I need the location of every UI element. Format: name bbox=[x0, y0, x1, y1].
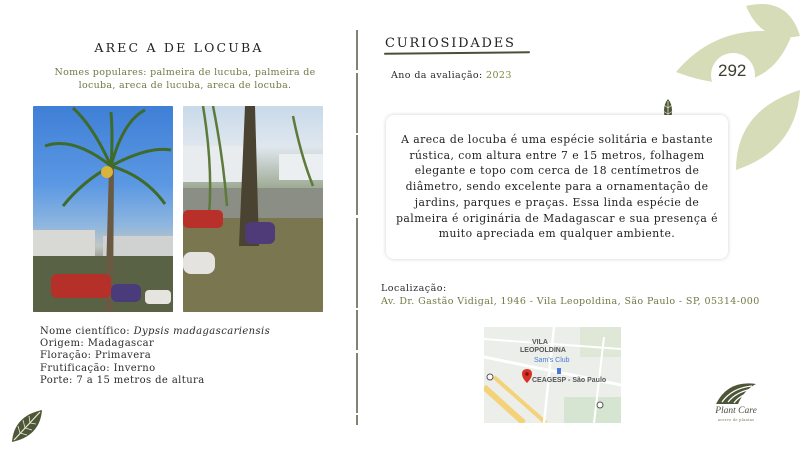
map-label-leopoldina: LEOPOLDINA bbox=[520, 347, 566, 354]
year-value: 2023 bbox=[486, 70, 512, 81]
flowering: Floração: Primavera bbox=[40, 350, 152, 362]
plant-photo-1 bbox=[33, 106, 173, 312]
popular-names: Nomes populares: palmeira de lucuba, palmeira de locuba, areca de lucuba, areca de locuba. bbox=[54, 67, 316, 91]
brand-tagline: acervo de plantas bbox=[717, 418, 755, 422]
location-map[interactable] bbox=[484, 327, 621, 423]
evaluation-year bbox=[391, 70, 512, 81]
scientific-name: Dypsis madagascariensis bbox=[133, 326, 271, 337]
curiosities-text: A areca de locuba é uma espécie solitária e bastante rústica, com altura entre 7 e 15 metros, folhagem elegante e topo com cerca de 18 centímetros de diâmetro, sendo excelente para a ornamentação de jardins, parques e praças. Essa linda espécie de palmeira é originária de Madagascar e sua presença é muito apreciada em qualquer ambiente. bbox=[396, 132, 718, 241]
curiosities-heading: CURIOSIDADES bbox=[385, 36, 516, 51]
origin: Origem: Madagascar bbox=[40, 338, 155, 350]
plant-size: Porte: 7 a 15 metros de altura bbox=[40, 374, 205, 386]
plant-number-badge: 292 bbox=[718, 61, 747, 80]
leaf-icon bbox=[8, 406, 48, 446]
plant-care-logo-icon bbox=[714, 380, 758, 406]
map-label-vila: VILA bbox=[532, 339, 548, 346]
plant-title: AREC A DE LOCUBA bbox=[94, 40, 264, 55]
fruiting: Frutificação: Inverno bbox=[40, 362, 156, 374]
plant-info bbox=[40, 326, 270, 387]
heading-underline bbox=[384, 51, 530, 55]
column-divider bbox=[356, 30, 358, 425]
scientific-label: Nome científico: bbox=[40, 326, 134, 337]
map-label-sams-club: Sam's Club bbox=[534, 357, 570, 364]
map-label-ceagesp: CEAGESP - São Paulo bbox=[532, 377, 607, 384]
plant-photo-2 bbox=[183, 106, 323, 312]
location-address[interactable]: Av. Dr. Gastão Vidigal, 1946 - Vila Leopoldina, São Paulo - SP, 05314-000 bbox=[381, 296, 760, 307]
brand-name: Plant Care bbox=[715, 406, 757, 416]
year-label: Ano da avaliação: bbox=[391, 70, 487, 81]
map-pin-icon bbox=[522, 369, 532, 383]
location-label: Localização: bbox=[381, 283, 447, 294]
scientific-name-row bbox=[40, 326, 270, 338]
